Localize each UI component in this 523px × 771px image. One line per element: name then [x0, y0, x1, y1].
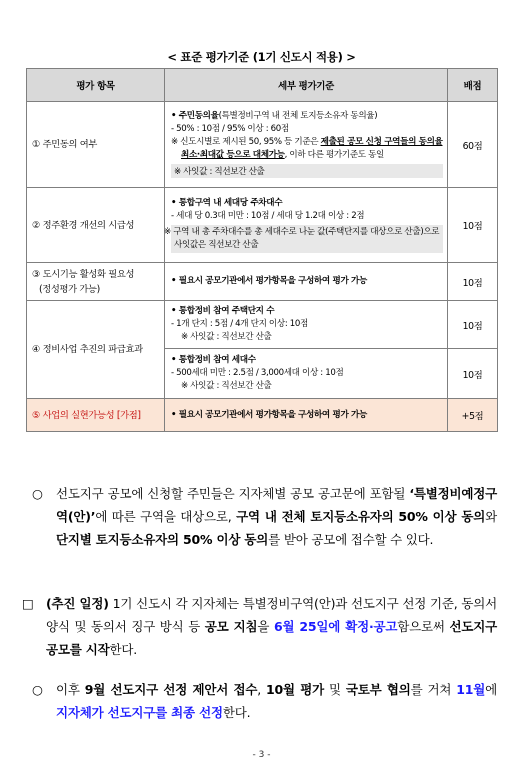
evaluation-criteria-table	[26, 68, 498, 432]
row-item: ② 정주환경 개선의 시급성	[27, 188, 165, 263]
row-score: 60점	[448, 102, 498, 188]
row-score: 10점	[448, 263, 498, 301]
criteria-note: ※ 사잇값 : 직선보간 산출	[181, 332, 272, 342]
table-row	[27, 188, 498, 263]
row-item: ① 주민동의 여부	[27, 102, 165, 188]
header-score: 배점	[448, 69, 498, 102]
criteria-head: • 주민동의율(특별정비구역 내 전체 토지등소유자 동의율)	[171, 111, 378, 121]
criteria-head: • 필요시 공모기관에서 평가항목을 구성하여 평가 가능	[171, 276, 367, 286]
criteria-note: ※ 사잇값 : 직선보간 산출	[181, 381, 272, 391]
row-score: +5점	[448, 399, 498, 432]
row-criteria	[165, 102, 448, 188]
paragraph-selection: ○ 이후 9월 선도지구 선정 제안서 접수, 10월 평가 및 국토부 협의를 거쳐 11월에 지자체가 선도지구를 최종 선정한다.	[32, 678, 497, 724]
row-score: 10점	[448, 301, 498, 349]
table-row	[27, 102, 498, 188]
table-row-bonus	[27, 399, 498, 432]
circle-bullet: ○	[32, 486, 43, 501]
table-row	[27, 263, 498, 301]
criteria-head: • 통합구역 내 세대당 주차대수	[171, 197, 283, 208]
row-criteria	[165, 349, 448, 399]
criteria-head: • 필요시 공모기관에서 평가항목을 구성하여 평가 가능	[171, 409, 367, 420]
table-row	[27, 301, 498, 349]
row-score: 10점	[448, 349, 498, 399]
criteria-head: • 통합정비 참여 주택단지 수	[171, 306, 275, 316]
row-criteria	[165, 188, 448, 263]
row-score: 10점	[448, 188, 498, 263]
criteria-line: - 세대 당 0.3대 미만 : 10점 / 세대 당 1.2대 이상 : 2점	[171, 210, 365, 221]
page-number: - 3 -	[252, 750, 271, 760]
criteria-line: - 1개 단지 : 5점 / 4개 단지 이상: 10점	[171, 319, 308, 329]
square-bullet: □	[22, 596, 34, 611]
criteria-note: ※ 신도시별로 제시된 50, 95% 등 기준은 제출된 공모 신청 구역들의 동의율 최소·최대값 등으로 대체가능, 이하 다른 평가기준도 동일	[171, 137, 443, 160]
criteria-head: • 통합정비 참여 세대수	[171, 355, 256, 365]
row-item: ⑤ 사업의 실현가능성 [가점]	[27, 399, 165, 432]
circle-bullet: ○	[32, 682, 43, 697]
header-item: 평가 항목	[27, 69, 165, 102]
row-criteria	[165, 263, 448, 301]
paragraph-schedule: □ (추진 일정) 1기 신도시 각 지자체는 특별정비구역(안)과 선도지구 선정 기준, 동의서 양식 및 동의서 징구 방식 등 공모 지침을 6월 25일에 확정·공고함으로써 선도지구 공모를 시작한다.	[22, 592, 497, 661]
row-criteria	[165, 301, 448, 349]
header-criteria: 세부 평가기준	[165, 69, 448, 102]
criteria-line: - 500세대 미만 : 2.5점 / 3,000세대 이상 : 10점	[171, 368, 344, 378]
paragraph-consent: ○ 선도지구 공모에 신청할 주민들은 지자체별 공모 공고문에 포함될 ‘특별정비예정구역(안)’에 따른 구역을 대상으로, 구역 내 전체 토지등소유자의 50% 이상 동의와 단지별 토지등소유자의 50% 이상 동의를 받아 공모에 접수할 수 있다.	[32, 482, 497, 551]
criteria-note-shaded: ※ 구역 내 총 주차대수를 총 세대수로 나눈 값(주택단지를 대상으로 산출)으로 사잇값은 직선보간 산출	[171, 225, 443, 253]
criteria-line: - 50% : 10점 / 95% 이상 : 60점	[171, 124, 289, 134]
row-item: ④ 정비사업 추진의 파급효과	[27, 301, 165, 399]
row-criteria	[165, 399, 448, 432]
table-title: < 표준 평가기준 (1기 신도시 적용) >	[167, 50, 356, 64]
criteria-note-shaded: ※ 사잇값 : 직선보간 산출	[171, 164, 443, 178]
table-header-row	[27, 69, 498, 102]
row-item: ③ 도시기능 활성화 필요성 (정성평가 가능)	[27, 263, 165, 301]
